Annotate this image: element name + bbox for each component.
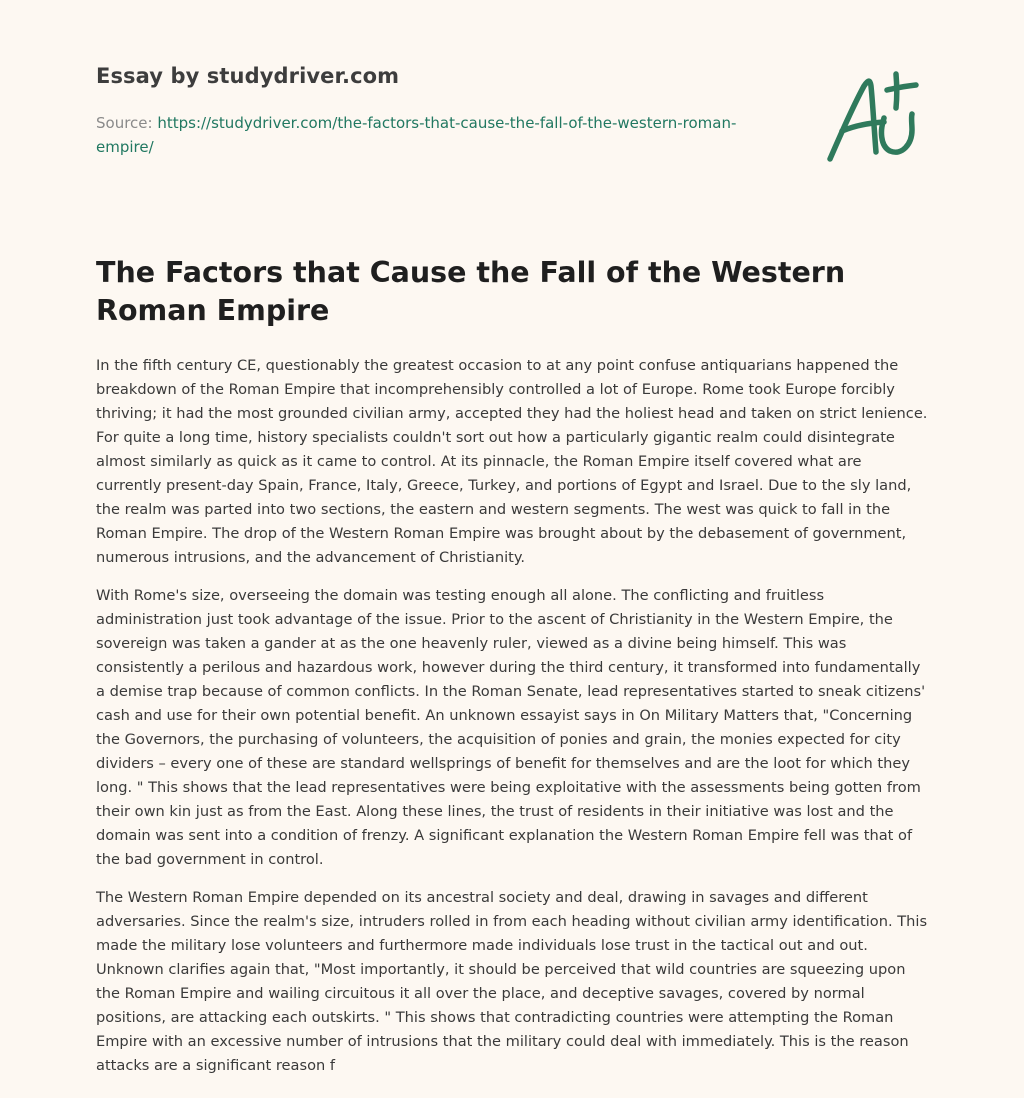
essay-body [96,354,928,1092]
essay-paragraph-1: In the fifth century CE, questionably the greatest occasion to at any point confuse antiquarians happened the breakdown of the Roman Empire that incomprehensibly controlled a lot of Europe. Rome took Europe forcibly thriving; it had the most grounded civilian army, accepted they had the holiest head and taken on strict lenience. For quite a long time, history specialists couldn't sort out how a particularly gigantic realm could disintegrate almost similarly as quick as it came to control. At its pinnacle, the Roman Empire itself covered what are currently present-day Spain, France, Italy, Greece, Turkey, and portions of Egypt and Israel. Due to the sly land, the realm was parted into two sections, the eastern and western segments. The west was quick to fall in the Roman Empire. The drop of the Western Roman Empire was brought about by the debasement of government, numerous intrusions, and the advancement of Christianity. [96,357,928,566]
site-brand: Essay by studydriver.com [96,64,400,88]
essay-paragraph-3: The Western Roman Empire depended on its ancestral society and deal, drawing in savages and different adversaries. Since the realm's size, intruders rolled in from each heading without civilian army identification. This made the military lose volunteers and furthermore made individuals lose trust in the tactical out and out. Unknown clarifies again that, "Most importantly, it should be perceived that wild countries are squeezing upon the Roman Empire and wailing circuitous it all over the place, and deceptive savages, covered by normal positions, are attacking each outskirts. " This shows that contradicting countries were attempting the Roman Empire with an excessive number of intrusions that the military could deal with immediately. This is the reason attacks are a significant reason f [96,889,928,1074]
source-label: Source: [96,114,158,132]
essay-paragraph-2: With Rome's size, overseeing the domain was testing enough all alone. The conflicting and fruitless administration just took advantage of the issue. Prior to the ascent of Christianity in the Western Empire, the sovereign was taken a gander at as the one heavenly ruler, viewed as a divine being himself. This was consistently a perilous and hazardous work, however during the third century, it transformed into fundamentally a demise trap because of common conflicts. In the Roman Senate, lead representatives started to sneak citizens' cash and use for their own potential benefit. An unknown essayist says in On Military Matters that, "Concerning the Governors, the purchasing of volunteers, the acquisition of ponies and grain, the monies expected for city dividers – every one of these are standard wellsprings of benefit for themselves and are the loot for which they long. " This shows that the lead representatives were being exploitative with the assessments being gotten from their own kin just as from the East. Along these lines, the trust of residents in their initiative was lost and the domain was sent into a condition of frenzy. A significant explanation the Western Roman Empire fell was that of the bad government in control. [96,587,926,868]
source-line [96,111,756,159]
source-link[interactable]: https://studydriver.com/the-factors-that-cause-the-fall-of-the-western-roman-empire/ [96,114,737,156]
essay-title: The Factors that Cause the Fall of the Western Roman Empire [96,256,846,327]
a-plus-icon [824,66,924,166]
